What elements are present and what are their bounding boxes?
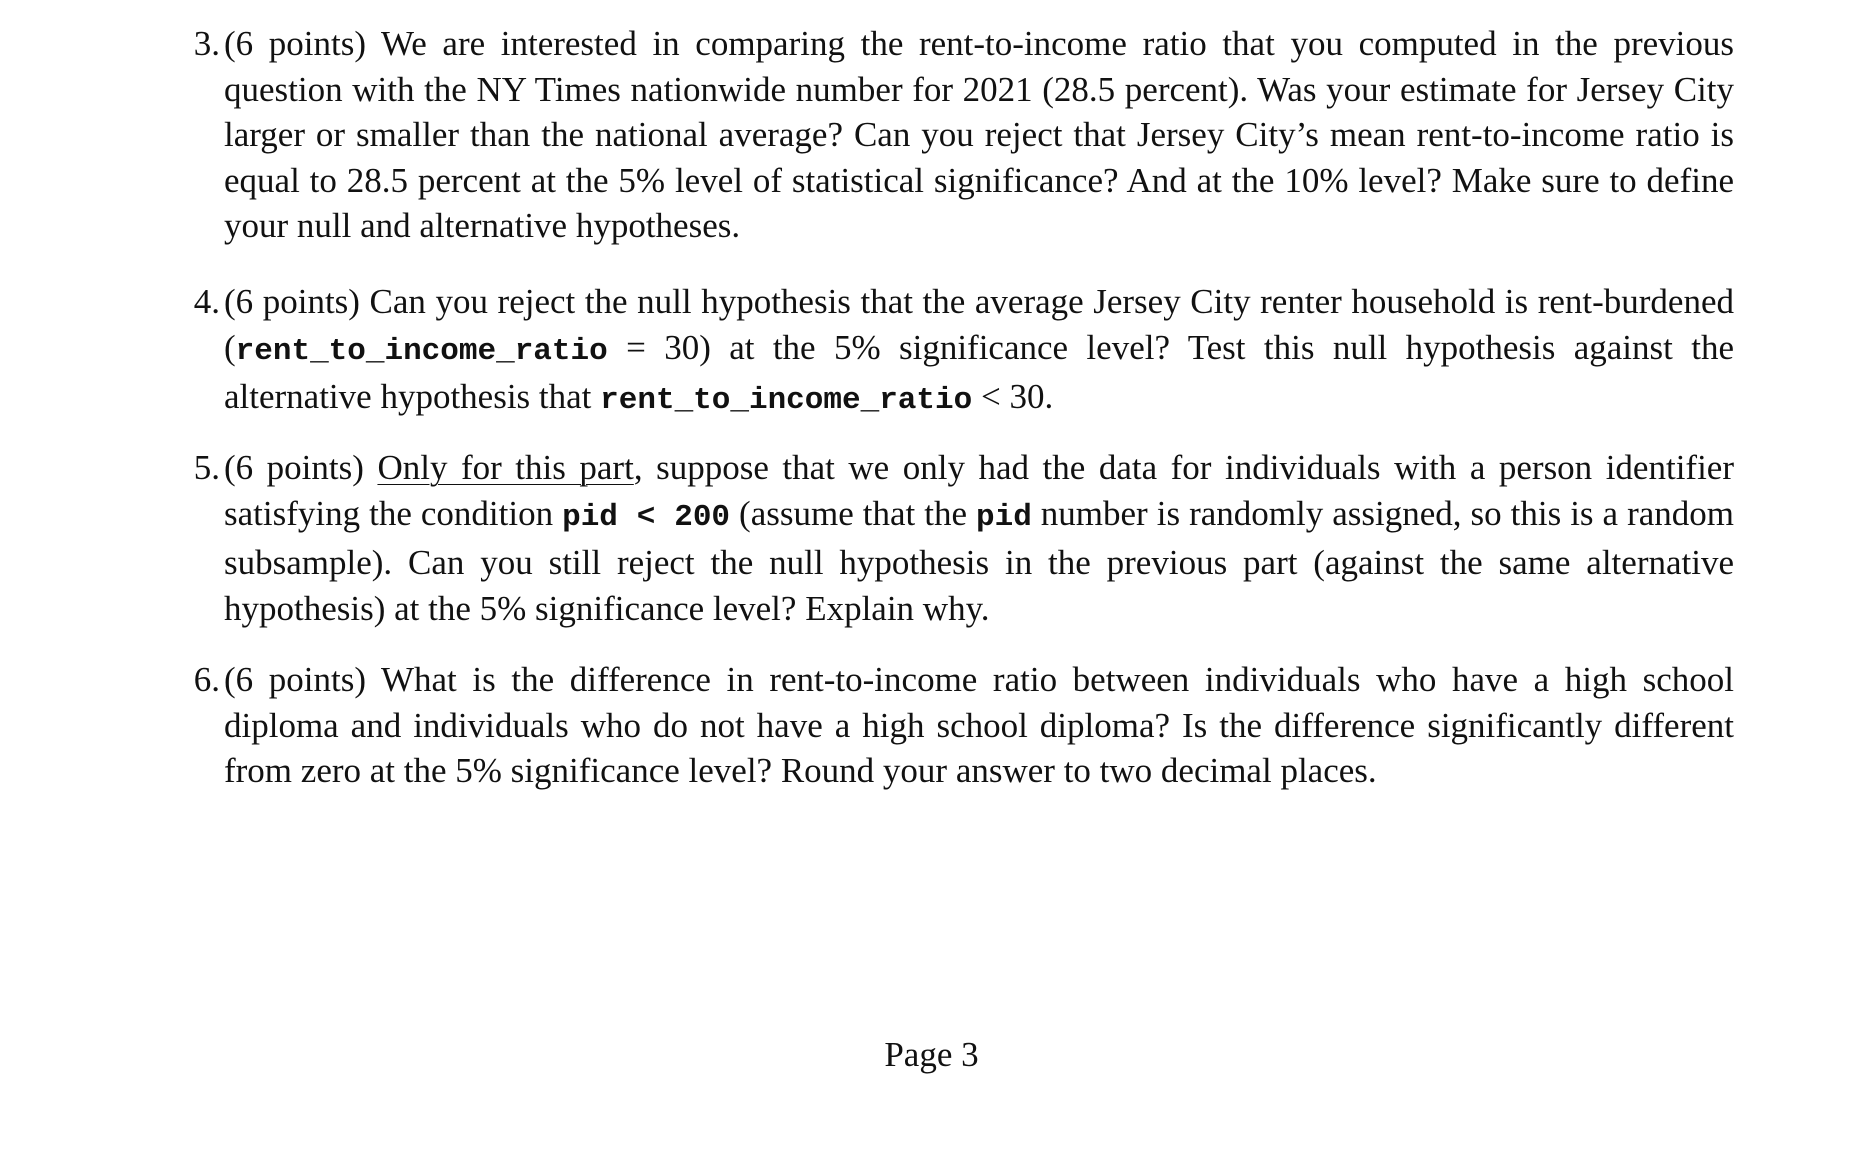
question-number: 5.: [193, 448, 220, 487]
question-number: 4.: [193, 282, 220, 321]
question-number: 3.: [193, 24, 220, 63]
question-text: We are interested in comparing the rent-to-income ratio that you computed in the previous question with the NY Times nationwide number for 2021 (28.5 percent). Was your estimate for Jersey City larger or smaller than the national average? Can you reject that Jersey City’s mean rent-to-income ratio is equal to 28.5 percent at the 5% level of statistical significance? And at the 10% level? Make sure to define your null and alternative hypotheses.: [224, 24, 1734, 245]
question-body: [224, 21, 1734, 249]
question-text: , suppose that we only had the data for individuals with a person identifier satisfying the condition: [224, 448, 1734, 533]
question-5: [176, 445, 1734, 631]
variable-name-code: rent_to_income_ratio: [235, 333, 608, 369]
question-text: Can you reject the null hypothesis that the average Jersey City renter household is rent-burdened (: [224, 282, 1734, 367]
question-text: = 30) at the 5% significance level? Test this null hypothesis against the alternative hypothesis that: [224, 327, 1734, 416]
condition-code: pid < 200: [562, 499, 731, 535]
question-points: (6 points): [224, 448, 364, 487]
variable-name-code: pid: [975, 499, 1032, 535]
question-points: (6 points): [224, 282, 360, 321]
question-body: [224, 445, 1734, 631]
question-text: What is the difference in rent-to-income ratio between individuals who have a high school diploma and individuals who do not have a high school diploma? Is the difference significantly different from zero at the 5% significance level? Round your answer to two decimal places.: [224, 660, 1734, 790]
underlined-emphasis: Only for this part: [377, 448, 634, 487]
question-4: [176, 279, 1734, 424]
question-body: [224, 279, 1734, 424]
question-body: [224, 657, 1734, 794]
question-3: [176, 21, 1734, 249]
question-text: number is randomly assigned, so this is a random subsample). Can you still reject the null hypothesis in the previous part (against the same alternative hypothesis) at the 5% significance level? Explain why.: [224, 493, 1734, 628]
page-number: Page 3: [884, 1035, 979, 1074]
question-points: (6 points): [224, 660, 366, 699]
variable-name-code: rent_to_income_ratio: [600, 383, 973, 418]
question-number: 6.: [193, 660, 220, 699]
question-6: [176, 657, 1734, 794]
question-points: (6 points): [224, 24, 367, 63]
question-text: (assume that the: [730, 493, 976, 533]
question-text: < 30.: [972, 377, 1054, 416]
